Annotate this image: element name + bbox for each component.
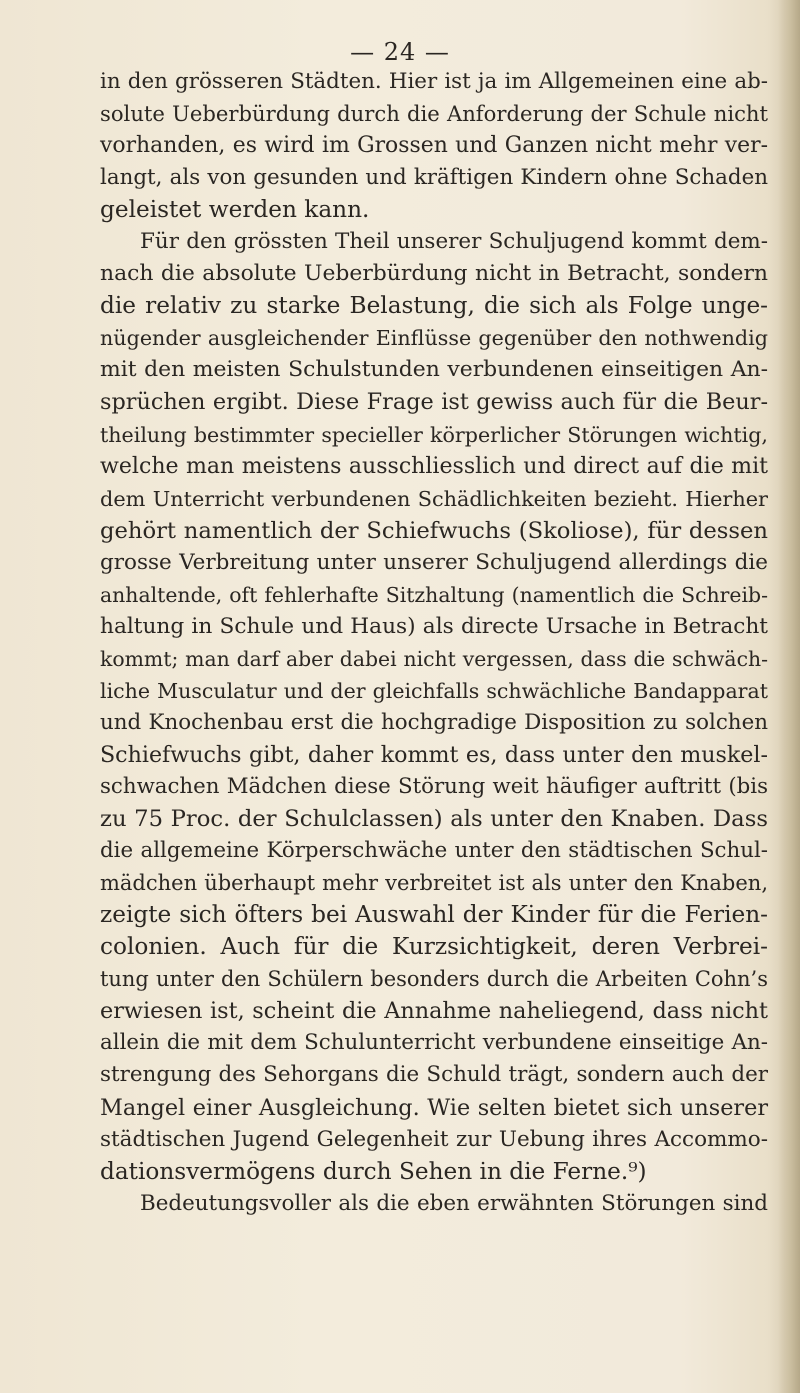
text-line-3: vorhanden, es wird im Grossen und Ganzen nicht mehr ver- xyxy=(100,133,768,159)
text-line-17: anhaltende, oft fehlerhafte Sitzhaltung (namentlich die Schreib- xyxy=(100,582,768,607)
text-line-29: tung unter den Schülern besonders durch die Arbeiten Cohn’s xyxy=(100,967,768,992)
text-line-26: mädchen überhaupt mehr verbreitet ist als unter den Knaben, xyxy=(100,870,768,896)
text-line-1: in den grösseren Städten. Hier ist ja im Allgemeinen eine ab- xyxy=(100,69,768,94)
text-line-5: geleistet werden kann. xyxy=(100,196,370,224)
text-line-28: colonien. Auch für die Kurzsichtigkeit, deren Verbrei- xyxy=(100,933,768,961)
text-line-20: liche Musculatur und der gleichfalls schwächliche Bandapparat xyxy=(100,678,768,703)
text-line-19: kommt; man darf aber dabei nicht vergessen, dass die schwäch- xyxy=(100,646,768,671)
text-line-23: schwachen Mädchen diese Störung weit häufiger auftritt (bis xyxy=(100,774,768,800)
text-line-7: nach die absolute Ueberbürdung nicht in Betracht, sondern xyxy=(100,261,768,287)
text-line-4: langt, als von gesunden und kräftigen Kindern ohne Schaden xyxy=(100,165,768,191)
text-line-34: städtischen Jugend Gelegenheit zur Uebung ihres Accommo- xyxy=(100,1126,768,1152)
text-line-22: Schiefwuchs gibt, daher kommt es, dass unter den muskel- xyxy=(100,741,768,768)
page-number: — 24 — xyxy=(350,38,450,66)
text-line-10: mit den meisten Schulstunden verbundenen einseitigen An- xyxy=(100,357,768,383)
text-line-36: Bedeutungsvoller als die eben erwähnten Störungen sind xyxy=(140,1190,768,1216)
text-line-14: dem Unterricht verbundenen Schädlichkeiten bezieht. Hierher xyxy=(100,486,768,511)
text-line-21: und Knochenbau erst die hochgradige Disposition zu solchen xyxy=(100,709,768,735)
text-line-2: solute Ueberbürdung durch die Anforderung der Schule nicht xyxy=(100,101,768,127)
page-edge-shadow xyxy=(778,0,800,1393)
text-line-35: dationsvermögens durch Sehen in die Ferne.⁹) xyxy=(100,1157,647,1185)
text-line-33: Mangel einer Ausgleichung. Wie selten bietet sich unserer xyxy=(100,1094,768,1121)
text-line-8: die relativ zu starke Belastung, die sich als Folge unge- xyxy=(100,292,768,320)
text-line-31: allein die mit dem Schulunterricht verbundene einseitige An- xyxy=(100,1030,768,1056)
body-text xyxy=(100,66,768,1220)
text-line-12: theilung bestimmter specieller körperlicher Störungen wichtig, xyxy=(100,422,768,447)
text-line-30: erwiesen ist, scheint die Annahme naheliegend, dass nicht xyxy=(100,998,768,1025)
text-line-11: sprüchen ergibt. Diese Frage ist gewiss auch für die Beur- xyxy=(100,389,768,416)
text-line-6: Für den grössten Theil unserer Schuljugend kommt dem- xyxy=(140,229,768,255)
text-line-15: gehört namentlich der Schiefwuchs (Skoliose), für dessen xyxy=(100,517,768,544)
text-line-27: zeigte sich öfters bei Auswahl der Kinder für die Ferien- xyxy=(100,901,768,929)
text-line-16: grosse Verbreitung unter unserer Schuljugend allerdings die xyxy=(100,549,768,575)
text-line-9: nügender ausgleichender Einflüsse gegenüber den nothwendig xyxy=(100,326,768,351)
text-line-25: die allgemeine Körperschwäche unter den städtischen Schul- xyxy=(100,838,768,864)
text-line-13: welche man meistens ausschliesslich und direct auf die mit xyxy=(100,453,768,479)
text-line-24: zu 75 Proc. der Schulclassen) als unter den Knaben. Dass xyxy=(100,806,768,833)
text-line-32: strengung des Sehorgans die Schuld trägt, sondern auch der xyxy=(100,1062,768,1088)
text-line-18: haltung in Schule und Haus) als directe Ursache in Betracht xyxy=(100,613,768,639)
